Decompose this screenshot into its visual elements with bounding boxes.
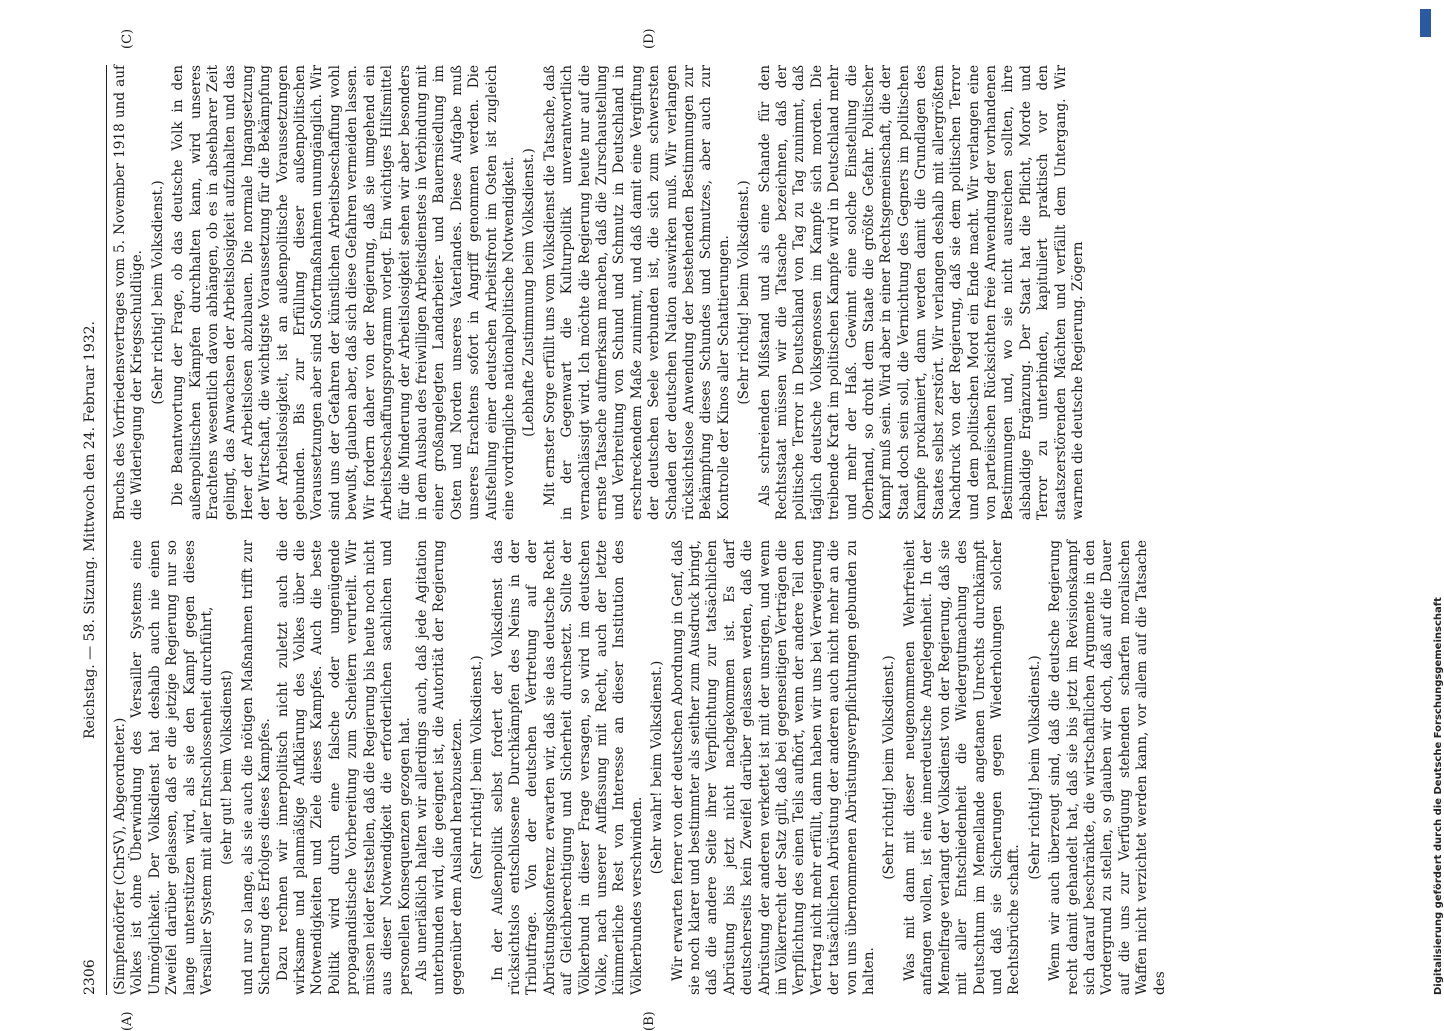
paragraph: Volkes ist ohne Überwindung des Versailler Systems eine Unmöglichkeit. Der Volksdienst hat deshalb auch nie einen Zweifel darüber gelassen, daß er die jetzige Regierung nur so lange unterstützen wird, als sie den Kampf gegen dieses Versailler System mit aller Entschlossenheit durchführt, (129, 540, 216, 995)
interjection: (Sehr richtig! beim Volksdienst.) (149, 180, 166, 405)
header-rule (106, 65, 107, 995)
interjection: (Sehr richtig! beim Volksdienst.) (736, 180, 753, 405)
interjection: (Sehr richtig! beim Volksdienst.) (881, 655, 898, 880)
margin-marker-a: (A) (120, 1011, 135, 1031)
page-number: 2306 (82, 959, 98, 995)
margin-marker-b: (B) (642, 1011, 657, 1031)
margin-marker-d: (D) (642, 28, 657, 49)
left-column (112, 540, 1168, 995)
paragraph: Wenn wir auch überzeugt sind, daß die deutsche Regierung recht damit gehandelt hat, daß sie bis jetzt im Revisionskampf sich darauf beschränkte, die wirtschaftlichen Argumente in den Vordergrund zu stellen, so glauben wir doch, daß auf die Dauer auf die uns zur Verfügung stehenden scharfen moralischen Waffen nicht verzichtet werden kann, vor allem auf die Tatsache des (1047, 540, 1168, 995)
right-column (112, 65, 1142, 520)
paragraph: In der Außenpolitik selbst fordert der Volksdienst das rücksichtslos entschlossene Durchkämpfen des Neins in der Tributfrage. Von der deutschen Vertretung auf der Abrüstungskonferenz erwarten wir, daß sie das deutsche Recht auf Gleichberechtigung und Sicherheit durchsetzt. Sollte der Völkerbund in dieser Frage versagen, so wird im deutschen Volke, nach unserer Auffassung mit Recht, auch der letzte kümmerliche Rest von Interesse an dieser Institution des Völkerbundes verschwinden. (489, 540, 645, 995)
running-title: Reichstag. — 58. Sitzung. Mittwoch den 24. Februar 1932. (82, 321, 98, 739)
paragraph: Als schreienden Mißstand und als eine Schande für den Rechtsstaat müssen wir die Tatsache bezeichnen, daß der politische Terror in Deutschland von Tag zu Tag zunimmt, daß täglich deutsche Volksgenossen im Kampfe sich morden. Die treibende Kraft im politischen Kampfe wird in Deutschland mehr und mehr der Haß. Gewinnt eine solche Einstellung die Oberhand, so droht dem Staate die größte Gefahr. Politischer Kampf muß sein. Wird aber in einer Rechtsgemeinschaft, die der Staat doch sein soll, die Vernichtung des Gegners im politischen Kampfe proklamiert, dann werden damit die Grundlagen des Staates selbst zerstört. Wir verlangen deshalb mit allergrößtem Nachdruck von der Regierung, daß sie dem politischen Terror und dem politischen Mord ein Ende macht. Wir verlangen eine von parteiischen Rücksichten freie Anwendung der vorhandenen Bestimmungen und, wo sie nicht ausreichen sollten, ihre alsbaldige Ergänzung. Der Staat hat die Pflicht, Morde und Terror zu unterbinden, kapituliert praktisch vor den staatszerstörenden Mächten und verfällt dem Untergang. Wir warnen die deutsche Regierung. Zögern (756, 65, 1086, 520)
interjection: (Sehr richtig! beim Volksdienst.) (1026, 655, 1043, 880)
speaker-line: (Simpfendörfer (ChrSV), Abgeordneter.) (112, 717, 128, 995)
digitization-credit (1418, 5, 1444, 995)
document-page (80, 28, 1168, 1031)
paragraph: Bruchs des Vorfriedensvertrages vom 5. November 1918 und auf die Widerlegung der Kriegsschuldlüge. (112, 65, 146, 520)
interjection: (Sehr wahr! beim Volksdienst.) (649, 660, 666, 875)
margin-marker-c: (C) (120, 28, 135, 49)
interjection: (sehr gut! beim Volksdienst) (219, 670, 236, 865)
interjection: (Sehr richtig! beim Volksdienst.) (469, 655, 486, 880)
paragraph: Dazu rechnen wir innerpolitisch nicht zuletzt auch die wirksame und planmäßige Aufklärung des Volkes über die Notwendigkeiten und Ziele dieses Kampfes. Auch die beste Politik wird durch eine falsche oder ungenügende propagandistische Vorbereitung zum Scheitern verurteilt. Wir müssen leider feststellen, daß die Regierung bis heute noch nicht aus dieser Notwendigkeit die erforderlichen sachlichen und personellen Konsequenzen gezogen hat. (274, 540, 413, 995)
page-header (80, 65, 104, 995)
dfg-logo-icon (1420, 9, 1431, 37)
paragraph: Wir erwarten ferner von der deutschen Abordnung in Genf, daß sie noch klarer und bestimmter als seither zum Ausdruck bringt, daß die andere Seite ihrer Verpflichtung zur tatsächlichen Abrüstung bis jetzt nicht nachgekommen ist. Es darf deutscherseits kein Zweifel darüber gelassen werden, daß die Abrüstung der anderen verkettet ist mit der unsrigen, und wenn im Völkerrecht der Satz gilt, daß bei gegenseitigen Verträgen die Verpflichtung des einen Teils aufhört, wenn der andere Teil den Vertrag nicht mehr erfüllt, dann haben wir uns bei Verweigerung der tatsächlichen Abrüstung der anderen auch nicht mehr an die von uns übernommenen Abrüstungsverpflichtungen gebunden zu halten. (669, 540, 878, 995)
paragraph: Als unerläßlich halten wir allerdings auch, daß jede Agitation unterbunden wird, die geeignet ist, die Autorität der Regierung gegenüber dem Ausland herabzusetzen. (413, 540, 465, 995)
paragraph: Was mit dann mit dieser neugenommenen Wehrfreiheit anfangen wollen, ist eine innerdeutsche Angelegenheit. In der Memelfrage verlangt der Volksdienst von der Regierung, daß sie mit aller Entschiedenheit die Wiedergutmachung des Deutschtum im Memellande angetanen Unrechts durchkämpft und daß sie Sicherungen gegen Wiederholungen solcher Rechtsbrüche schafft. (901, 540, 1023, 995)
paragraph: Mit ernster Sorge erfüllt uns vom Volksdienst die Tatsache, daß in der Gegenwart die Kulturpolitik unverantwortlich vernachlässigt wird. Ich möchte die Regierung heute nur auf die ernste Tatsache aufmerksam machen, daß die Zurschaustellung und Verbreitung von Schund und Schmutz in Deutschland in erschreckendem Maße zunimmt, und daß damit eine Vergiftung der deutschen Seele verbunden ist, die sich zum schwersten Schaden der deutschen Nation auswirken muß. Wir verlangen rücksichtslose Anwendung der bestehenden Bestimmungen zur Bekämpfung dieses Schundes und Schmutzes, aber auch zur Kontrolle der Kinos aller Schattierungen. (541, 65, 732, 520)
paragraph: und nur so lange, als sie auch die nötigen Maßnahmen trifft zur Sicherung des Erfolges dieses Kampfes. (239, 540, 274, 995)
paragraph: Die Beantwortung der Frage, ob das deutsche Volk in den außenpolitischen Kämpfen durchhalten kann, wird unseres Erachtens wesentlich davon abhängen, ob es in absehbarer Zeit gelingt, das Anwachsen der Arbeitslosigkeit aufzuhalten und das Heer der Arbeitslosen abzubauen. Die normale Ingangsetzung der Wirtschaft, die wichtigste Voraussetzung für die Bekämpfung der Arbeitslosigkeit, ist an außenpolitische Voraussetzungen gebunden. Bis zur Erfüllung dieser außenpolitischen Voraussetzungen aber sind Sofortmaßnahmen unumgänglich. Wir sind uns der Gefahren der künstlichen Arbeitsbeschaffung wohl bewußt, glauben aber, daß sich diese Gefahren vermeiden lassen. Wir fordern daher von der Regierung, daß sie umgehend ein Arbeitsbeschaffungsprogramm vorlegt. Ein wichtiges Hilfsmittel für die Minderung der Arbeitslosigkeit sehen wir aber besonders in dem Ausbau des freiwilligen Arbeitsdienstes in Verbindung mit einer großangelegten Landarbeiter- und Bauernsiedlung im Osten und Norden unseres Vaterlandes. Diese Aufgabe muß unseres Erachtens sofort in Angriff genommen werden. Die Aufstellung einer deutschen Arbeitsfront im Osten ist zugleich eine vordringliche nationalpolitische Notwendigkeit. (170, 65, 517, 520)
interjection: (Lebhafte Zustimmung beim Volksdienst.) (521, 148, 538, 437)
credit-text: Digitalisierung gefördert durch die Deutsche Forschungsgemeinschaft (1433, 597, 1444, 995)
